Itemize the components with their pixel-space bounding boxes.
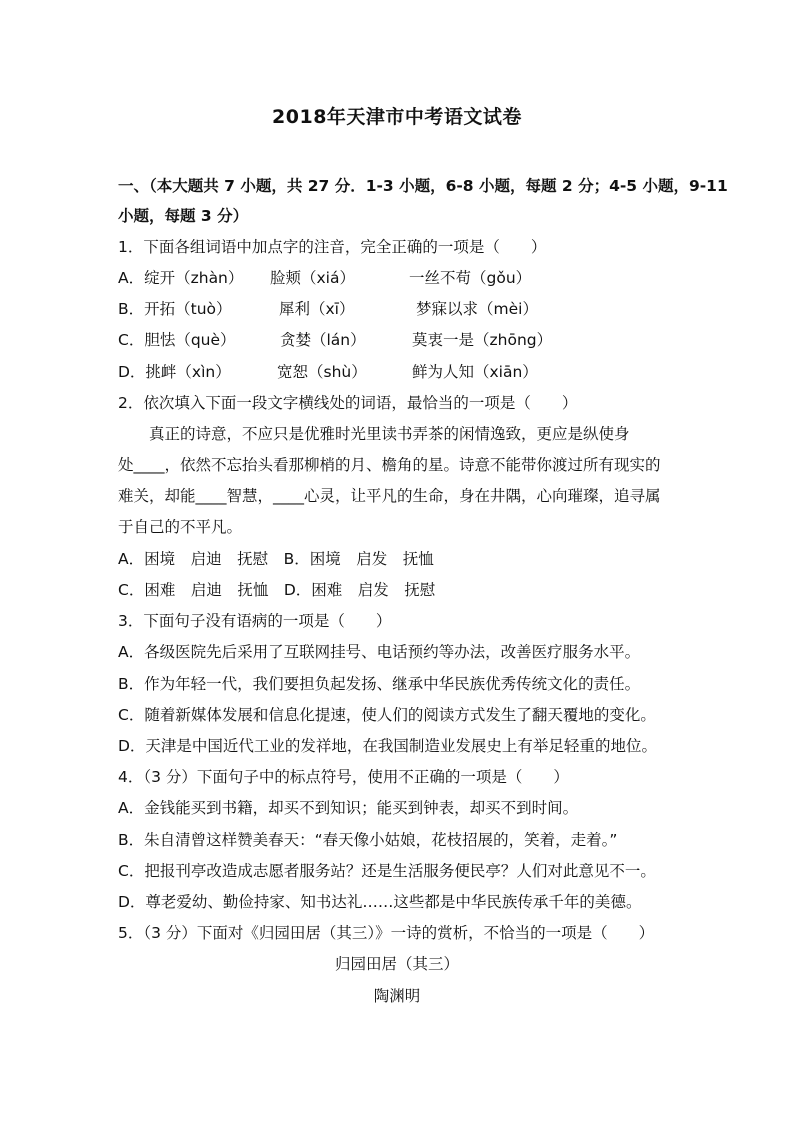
q5-stem: 5．（3 分）下面对《归园田居（其三）》一诗的赏析，不恰当的一项是（ ） [118,924,655,942]
q1-d-word2: 宽恕（shù） [277,363,367,381]
q4-option-a: A．金钱能买到书籍，却买不到知识；能买到钟表，却买不到时间。 [118,799,579,817]
q1-c-word3: 莫衷一是（zhōng） [412,331,553,349]
q1-b-word2: 犀利（xī） [279,300,355,318]
q1-b-word1: B．开拓（tuò） [118,300,232,318]
q3-stem: 3．下面句子没有语病的一项是（ ） [118,612,392,630]
q1-c-word2: 贪婪（lán） [280,331,366,349]
q3-option-b: B．作为年轻一代，我们要担负起发扬、继承中华民族优秀传统文化的责任。 [118,675,641,693]
q4-option-c: C．把报刊亭改造成志愿者服务站？还是生活服务便民亭？人们对此意见不一。 [118,862,656,880]
q2-paragraph-line2: 处____，依然不忘抬头看那柳梢的月、檐角的星。诗意不能带你渡过所有现实的 [118,456,661,474]
q3-option-d: D．天津是中国近代工业的发祥地，在我国制造业发展史上有举足轻重的地位。 [118,737,657,755]
q4-option-d: D．尊老爱幼、勤俭持家、知书达礼……这些都是中华民族传承千年的美德。 [118,893,642,911]
q4-stem: 4．（3 分）下面句子中的标点符号，使用不正确的一项是（ ） [118,768,569,786]
q1-c-word1: C．胆怯（què） [118,331,236,349]
q1-a-word1: A．绽开（zhàn） [118,269,244,287]
q1-d-word1: D．挑衅（xìn） [118,363,231,381]
q3-option-c: C．随着新媒体发展和信息化提速，使人们的阅读方式发生了翻天覆地的变化。 [118,706,656,724]
q1-a-word2: 脸颊（xiá） [270,269,355,287]
q5-poem-title: 归园田居（其三） [334,955,459,973]
q2-stem: 2．依次填入下面一段文字横线处的词语，最恰当的一项是（ ） [118,394,578,412]
q4-option-b: B．朱自清曾这样赞美春天：“春天像小姑娘，花枝招展的，笑着，走着。” [118,831,618,849]
q3-option-a: A．各级医院先后采用了互联网挂号、电话预约等办法，改善医疗服务水平。 [118,643,641,661]
page-title: 2018年天津市中考语文试卷 [272,106,522,128]
q2-options-ab: A．困境 启迪 抚慰 B．困境 启发 抚恤 [118,550,434,568]
q2-options-cd: C．困难 启迪 抚恤 D．困难 启发 抚慰 [118,581,436,599]
q1-b-word3: 梦寐以求（mèi） [416,300,538,318]
q2-paragraph-line1: 真正的诗意，不应只是优雅时光里读书弄茶的闲情逸致，更应是纵使身 [118,425,630,443]
q2-paragraph-line4: 于自己的不平凡。 [118,518,243,536]
section-heading-line1: 一、（本大题共 7 小题，共 27 分．1-3 小题，6-8 小题，每题 2 分；4-5 小题，9-11 [118,177,728,195]
q1-a-word3: 一丝不苟（gǒu） [409,269,532,287]
q2-paragraph-line3: 难关，却能____智慧，____心灵，让平凡的生命，身在井隅，心向璀璨，追寻属 [118,487,661,505]
q1-d-word3: 鲜为人知（xiān） [412,363,538,381]
section-heading-line2: 小题，每题 3 分） [118,207,249,225]
q1-stem: 1．下面各组词语中加点字的注音，完全正确的一项是（ ） [118,238,547,256]
q5-poem-author: 陶渊明 [373,987,421,1005]
